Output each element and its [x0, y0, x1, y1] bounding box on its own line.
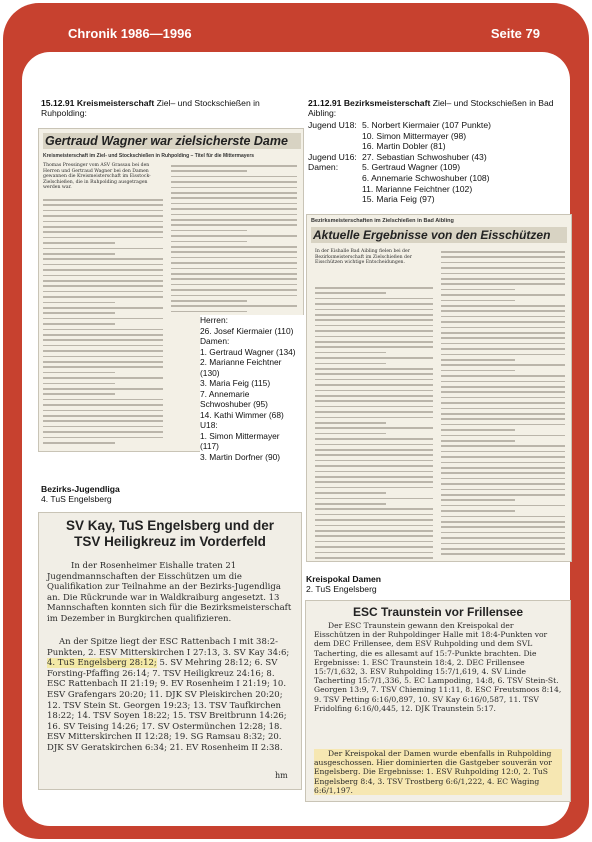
print-line: [43, 410, 163, 412]
caption-date: 15.12.91: [41, 98, 75, 108]
print-line: [43, 372, 115, 374]
print-line: [43, 237, 163, 239]
print-line: [171, 219, 297, 221]
damen-result-2: 2. Marianne Feichtner: [200, 357, 282, 367]
print-line: [441, 316, 565, 318]
print-line: [315, 336, 433, 338]
print-line: [441, 440, 515, 442]
print-line: [43, 345, 163, 347]
damen-result-2b: (130): [200, 367, 220, 378]
row-group: Jugend U16:: [308, 151, 357, 162]
print-line: [43, 437, 163, 439]
result-row: [308, 173, 564, 184]
print-line: [315, 433, 386, 435]
caption-title-right: Bezirksmeisterschaft: [343, 98, 431, 108]
print-line: [441, 327, 565, 329]
print-line: [441, 354, 565, 356]
herren-label: Herren:: [200, 315, 228, 325]
print-line: [441, 283, 565, 285]
print-line: [441, 489, 565, 491]
print-line: [43, 204, 163, 206]
print-line: [441, 435, 565, 437]
print-line: [441, 472, 565, 474]
print-line: [43, 383, 115, 385]
caption-rest-right: Ziel– und Stockschießen in Bad Aibling:: [308, 98, 554, 118]
print-line: [171, 203, 297, 205]
print-line: [43, 221, 163, 223]
print-line: [43, 242, 115, 244]
print-line: [315, 422, 386, 424]
caption-rest: Ziel– und Stockschießen in Ruhpolding:: [41, 98, 260, 118]
print-line: [171, 273, 297, 275]
print-line: [315, 346, 433, 348]
print-line: [171, 300, 247, 302]
print-line: [315, 476, 433, 478]
clipping-headline: Aktuelle Ergebnisse von den Eisschützen: [311, 227, 567, 243]
print-line: [43, 258, 163, 260]
print-line: [441, 397, 565, 399]
jugendliga-caption: [41, 484, 120, 504]
print-line: [315, 444, 433, 446]
print-line: [315, 498, 433, 500]
print-line: [315, 535, 433, 537]
print-line: [441, 364, 565, 366]
print-line: [171, 278, 297, 280]
result-row: [308, 141, 564, 152]
print-line: [43, 296, 163, 298]
print-line: [315, 552, 433, 554]
print-line: [441, 391, 565, 393]
print-line: [441, 451, 565, 453]
print-line: [315, 557, 433, 559]
print-line: [441, 413, 565, 415]
kreispokal-caption: [306, 574, 381, 594]
u18-result-1b: (117): [200, 441, 219, 451]
print-line: [43, 415, 163, 417]
chronicle-title: Chronik 1986—1996: [68, 26, 192, 41]
print-line: [315, 287, 433, 289]
jugendliga-subtitle: 4. TuS Engelsberg: [41, 494, 112, 504]
print-line: [315, 314, 433, 316]
print-line: [43, 275, 163, 277]
print-line: [315, 395, 433, 397]
print-line: [441, 343, 565, 345]
print-line: [441, 408, 565, 410]
print-line: [315, 319, 433, 321]
print-line: [43, 264, 163, 266]
newspaper-clipping-kreispokal: [305, 600, 571, 802]
print-line: [441, 537, 565, 539]
print-line: [315, 384, 433, 386]
result-row: [308, 131, 564, 142]
print-line: [441, 256, 565, 258]
u18-result-1: 1. Simon Mittermayer: [200, 430, 280, 441]
print-line: [315, 379, 433, 381]
damen-result-4: 7. Annemarie: [200, 388, 250, 399]
print-line: [171, 295, 297, 297]
print-line: [43, 420, 163, 422]
print-line: [171, 192, 297, 194]
result-row: [308, 194, 564, 205]
print-line: [441, 348, 565, 350]
print-line: [315, 471, 433, 473]
print-line: [315, 460, 433, 462]
row-value: 11. Marianne Feichtner (102): [362, 183, 473, 194]
print-line: [441, 510, 515, 512]
print-line: [441, 499, 515, 501]
print-line: [43, 388, 163, 390]
print-line: [171, 197, 297, 199]
row-value: 5. Norbert Kiermaier (107 Punkte): [362, 120, 491, 130]
print-line: [315, 411, 433, 413]
print-line: [43, 302, 115, 304]
print-line: [171, 230, 247, 232]
print-line: [441, 278, 565, 280]
print-line: [43, 253, 115, 255]
print-line: [43, 361, 163, 363]
damen-result-3: 3. Maria Feig (115): [200, 378, 271, 388]
u18-result-2: 3. Martin Dorfner (90): [200, 451, 281, 462]
clipping-kicker: Bezirksmeisterschaften im Zielschießen in Bad Aibling: [311, 218, 454, 224]
print-line: [315, 465, 433, 467]
print-line: [43, 226, 163, 228]
print-line: [43, 377, 163, 379]
print-line: [441, 273, 565, 275]
print-line: [441, 532, 565, 534]
print-line: [43, 307, 163, 309]
print-line: [441, 516, 565, 518]
print-line: [315, 508, 433, 510]
print-line: [441, 418, 565, 420]
results-text-pre: An der Spitze liegt der ESC Rattenbach I mit 38:2-Punkten, 2. ESV Mitterskirchen I 27:13, 3. SV Kay 34:6;: [47, 637, 290, 658]
print-line: [315, 357, 433, 359]
print-line: [315, 352, 386, 354]
print-line: [43, 329, 163, 331]
result-row: [308, 184, 564, 195]
print-line: [441, 424, 565, 426]
print-line: [441, 337, 565, 339]
results-list: [200, 315, 296, 462]
print-line: [441, 526, 565, 528]
print-line: [441, 310, 565, 312]
print-line: [441, 467, 565, 469]
row-group: Damen:: [308, 162, 339, 173]
print-line: [171, 268, 297, 270]
print-line: [171, 289, 297, 291]
print-line: [441, 332, 565, 334]
page-header: [0, 22, 592, 46]
newspaper-clipping-bezirksmeisterschaft: [306, 214, 572, 562]
print-line: [171, 165, 297, 167]
print-line: [441, 359, 515, 361]
print-line: [43, 366, 163, 368]
u18-label: U18:: [200, 420, 218, 430]
page-number: Seite 79: [490, 26, 540, 41]
print-line: [43, 393, 115, 395]
print-line: [171, 181, 297, 183]
print-line: [441, 445, 565, 447]
print-line: [441, 386, 565, 388]
results-text-post: 5. SV Mehring 28:12; 6. SV Forsting-Pfaffing 26:14; 7. TSV Heiligkreuz 24:16; 8. ESC Rattenbach II 21:19; 9. EV Rosenheim I 21:19; 10. ESV Grafengars 20:20; 11. DJK SV Pleiskirchen 20:20; 12. TSV Stein St. Georgen 19:23; 13. TSV Taufkirchen 18:22; 14. TSV Soyen 18:22; 15. TSV Breitbrunn 14:26; 16. SV Teising 14:26; 17. SV Ostermünchen 12:28; 18. ESV Mitterskirchen II 12:28; 19. SG Ramsau 8:32; 20. DJK SV Geratskirchen 6:34; 21. EV Rosenheim II 2:38.: [47, 658, 287, 753]
print-line: [315, 368, 433, 370]
print-line: [441, 375, 565, 377]
clipping-subheadline: Kreismeisterschaft im Ziel- und Stockschießen in Ruhpolding – Titel für die Mittermayers: [43, 153, 255, 159]
print-line: [441, 321, 565, 323]
row-value: 15. Maria Feig (97): [362, 194, 435, 205]
print-line: [441, 300, 515, 302]
row-value: 6. Annemarie Schwoshuber (108): [362, 172, 490, 183]
print-line: [441, 478, 565, 480]
result-row: [308, 120, 564, 131]
row-value: 5. Gertraud Wagner (109): [362, 162, 461, 173]
print-line: [315, 519, 433, 521]
print-line: [171, 305, 297, 307]
jugendliga-title: Bezirks-Jugendliga: [41, 484, 120, 494]
clipping-body: In der Rosenheimer Eishalle traten 21 Jugendmannschaften der Eisschützen um die Qualifikation zur Teilnahme an der Bezirks-Jugendliga an. Die Rückrunde war in Waldkraiburg angesetzt. 13 Mannschaften konnten sich für die Bezirksmeisterschaft im Dezember in Burgkirchen qualifizieren.: [47, 561, 292, 624]
print-line: [43, 399, 163, 401]
print-line: [43, 215, 163, 217]
caption-date-right: 21.12.91: [308, 98, 342, 108]
print-line: [171, 187, 297, 189]
herren-result: 26. Josef Kiermaier (110): [200, 325, 294, 336]
print-line: [171, 176, 297, 178]
print-line: [315, 373, 433, 375]
print-line: [315, 325, 433, 327]
print-line: [441, 381, 565, 383]
kreismeisterschaft-caption: [41, 98, 301, 118]
print-line: [171, 262, 297, 264]
print-line: [43, 442, 115, 444]
print-line: [43, 248, 163, 250]
print-line: [441, 456, 565, 458]
caption-title: Kreismeisterschaft: [76, 98, 155, 108]
result-row: [308, 152, 564, 163]
print-line: [315, 417, 433, 419]
clipping-signature: hm: [275, 771, 288, 780]
damen-label: Damen:: [200, 336, 230, 346]
row-value: 16. Martin Dobler (81): [362, 141, 446, 152]
print-line: [315, 309, 433, 311]
print-line: [315, 503, 386, 505]
print-line: [43, 334, 163, 336]
print-line: [43, 280, 163, 282]
print-line: [171, 224, 297, 226]
print-line: [441, 305, 565, 307]
print-line: [171, 284, 297, 286]
print-line: [315, 541, 433, 543]
print-line: [441, 429, 515, 431]
print-line: [315, 303, 433, 305]
print-line: [441, 548, 565, 550]
print-line: [315, 427, 433, 429]
row-group: Jugend U18:: [308, 120, 357, 130]
print-line: [43, 312, 115, 314]
print-line: [315, 487, 433, 489]
print-line: [441, 262, 565, 264]
print-line: [43, 350, 163, 352]
newspaper-clipping-jugendliga: [38, 512, 302, 790]
result-row: [308, 162, 564, 173]
row-value: 27. Sebastian Schwoshuber (43): [362, 151, 487, 162]
print-line: [315, 400, 433, 402]
print-line: [171, 208, 297, 210]
print-line: [171, 257, 297, 259]
print-line: [43, 269, 163, 271]
clipping-body-results: [47, 637, 295, 754]
print-line: [315, 406, 433, 408]
clipping-headline-1: SV Kay, TuS Engelsberg und der: [65, 518, 275, 533]
print-line: [441, 251, 565, 253]
results-box: [200, 315, 304, 461]
print-line: [315, 341, 433, 343]
print-line: [441, 494, 565, 496]
print-line: [171, 170, 247, 172]
print-line: [441, 505, 565, 507]
clipping-headline: ESC Traunstein vor Frillensee: [352, 605, 524, 619]
print-line: [441, 483, 565, 485]
print-line: [171, 214, 297, 216]
print-line: [315, 525, 433, 527]
print-line: [43, 210, 163, 212]
print-line: [315, 449, 433, 451]
print-line: [171, 235, 297, 237]
print-line: [43, 318, 163, 320]
print-line: [441, 289, 515, 291]
print-line: [43, 404, 163, 406]
print-line: [171, 246, 297, 248]
print-line: [315, 390, 433, 392]
bezirks-results: [308, 120, 564, 205]
print-line: [43, 431, 163, 433]
print-line: [315, 363, 386, 365]
print-line: [441, 370, 515, 372]
clipping-body: Der ESC Traunstein gewann den Kreispokal der Eisschützen in der Ruhpoldinger Halle mit 18:4-Punkten vor dem DEC Frillensee, dem ESV Ruhpolding und dem SVL Tacherting, die es allesamt auf 15:7-Punkte brachten. Die Ergebnisse: 1. ESC Traunstein 18:4, 2. DEC Frillensee 15:7/1,632, 3. ESV Ruhpolding 15:7/1,619, 4. SV Linde Tacherting 15:7/1,336, 5. EC Lampoding, 14:8, 6. TSV Stein-St. Georgen 13:9, 7. TSV Chieming 11:11, 8. ESC Freutsmoos 8:14, 9. TSV Petting 6:16/0,897, 10. SV Kay 6:16/0,587, 11. TSV Fridolfing 6:16/0,445, 12. DJK Traunstein 5:17.: [314, 621, 562, 713]
print-line: [43, 323, 115, 325]
damen-result-1: 1. Gertraud Wagner (134): [200, 346, 296, 357]
clipping-lead: In der Eishalle Bad Aibling fielen bei der Bezirksmeisterschaft im Zielschießen der Eisschützen wichtige Entscheidungen.: [315, 249, 412, 266]
print-line: [315, 292, 386, 294]
print-line: [315, 438, 433, 440]
print-line: [315, 454, 433, 456]
print-line: [171, 311, 247, 313]
clipping-headline-2: TSV Heiligkreuz im Vorderfeld: [74, 534, 266, 549]
print-line: [43, 285, 163, 287]
print-line: [441, 543, 565, 545]
damen-result-5: 14. Kathi Wimmer (68): [200, 409, 284, 420]
kreispokal-title: Kreispokal Damen: [306, 574, 381, 584]
print-line: [43, 426, 163, 428]
print-line: [441, 521, 565, 523]
print-line: [315, 481, 433, 483]
bezirksmeisterschaft-caption: [308, 98, 564, 118]
print-line: [441, 402, 565, 404]
row-value: 10. Simon Mittermayer (98): [362, 130, 467, 141]
engelsberg-highlight: 4. TuS Engelsberg 28:12;: [47, 658, 157, 669]
print-line: [441, 294, 565, 296]
damen-result-4b: Schwoshuber (95): [200, 399, 268, 409]
print-line: [315, 298, 433, 300]
print-line: [43, 199, 163, 201]
print-line: [43, 339, 163, 341]
print-line: [171, 241, 247, 243]
print-line: [315, 530, 433, 532]
print-line: [43, 231, 163, 233]
print-line: [315, 546, 433, 548]
print-line: [441, 462, 565, 464]
print-line: [441, 553, 565, 555]
print-line: [315, 514, 433, 516]
clipping-body-damen: Der Kreispokal der Damen wurde ebenfalls in Ruhpolding ausgeschossen. Hier dominierten die Gastgeber souverän vor Engelsberg. Die Ergebnisse: 1. ESV Ruhpolding 12:0, 2. TuS Engelsberg 8:4, 3. TSV Trostberg 6:6/1,222, 4. EC Waging 6:6/1,197.: [314, 749, 562, 795]
print-line: [315, 330, 433, 332]
print-line: [315, 492, 386, 494]
print-line: [171, 251, 297, 253]
print-line: [43, 291, 163, 293]
print-line: [441, 267, 565, 269]
clipping-lead: Thomas Pressinger vom ASV Grassau bei den Herren und Gertraud Wagner bei den Damen gewannen die Kreismeisterschaft im Eisstock-Zielschießen, die in Ruhpolding ausgetragen werden war.: [43, 163, 151, 191]
clipping-headline: Gertraud Wagner war zielsicherste Dame: [43, 133, 301, 149]
kreispokal-subtitle: 2. TuS Engelsberg: [306, 584, 377, 594]
print-line: [43, 356, 163, 358]
